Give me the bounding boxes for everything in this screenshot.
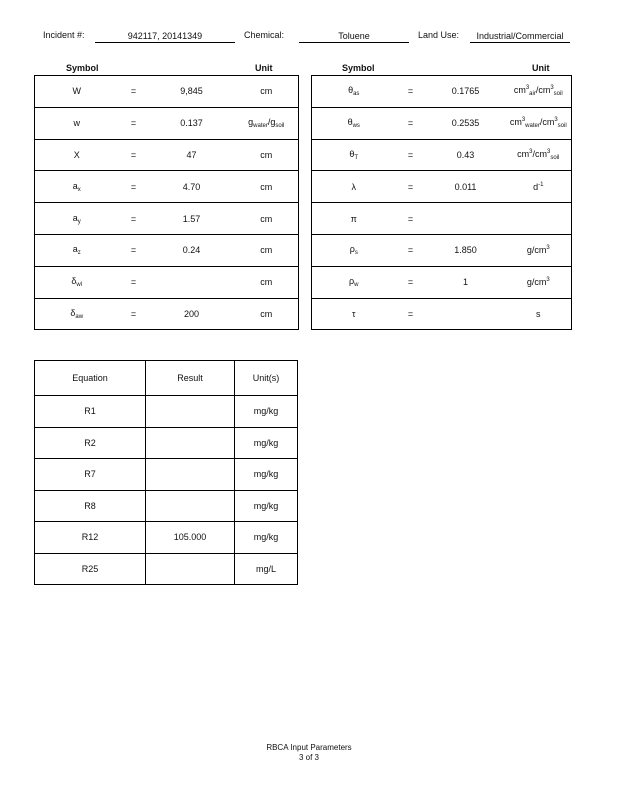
incident-label: Incident #: bbox=[43, 30, 85, 40]
table-row bbox=[312, 203, 572, 235]
param-value: 1.850 bbox=[426, 234, 506, 266]
param-unit: s bbox=[506, 298, 572, 330]
result-header: Result bbox=[146, 361, 235, 396]
param-unit: $cm^3_{water}/cm^3_{soil}$ bbox=[506, 107, 572, 139]
param-value: 0.2535 bbox=[426, 107, 506, 139]
left-symbol-header: Symbol bbox=[66, 63, 99, 73]
param-value: 0.1765 bbox=[426, 76, 506, 108]
equals-sign: = bbox=[119, 76, 149, 108]
param-unit: cm bbox=[235, 76, 299, 108]
equation-header: Equation bbox=[35, 361, 146, 396]
result-cell bbox=[146, 427, 235, 459]
footer-page-number: 3 of 3 bbox=[298, 753, 319, 762]
param-value: 200 bbox=[149, 298, 235, 330]
unit-cell: mg/kg bbox=[235, 396, 298, 428]
table-row bbox=[312, 139, 572, 171]
param-symbol: $\delta_{aw}$ bbox=[35, 298, 119, 330]
unit-cell: mg/kg bbox=[235, 427, 298, 459]
equals-sign: = bbox=[119, 203, 149, 235]
param-symbol: w bbox=[35, 107, 119, 139]
param-symbol: $a_z$ bbox=[35, 234, 119, 266]
param-unit: $g/cm^3$ bbox=[506, 234, 572, 266]
param-symbol: $\theta_T$ bbox=[312, 139, 396, 171]
table-row bbox=[35, 203, 299, 235]
table-row bbox=[35, 171, 299, 203]
param-symbol: $\theta_{ws}$ bbox=[312, 107, 396, 139]
equation-cell: R25 bbox=[35, 553, 146, 585]
param-symbol: X bbox=[35, 139, 119, 171]
footer-title: RBCA Input Parameters bbox=[266, 743, 352, 752]
equation-cell: R2 bbox=[35, 427, 146, 459]
result-cell bbox=[146, 490, 235, 522]
param-value: 1.57 bbox=[149, 203, 235, 235]
table-row bbox=[312, 171, 572, 203]
right-symbol-header: Symbol bbox=[342, 63, 375, 73]
result-cell bbox=[146, 396, 235, 428]
results-header-row bbox=[35, 361, 298, 396]
param-value bbox=[426, 203, 506, 235]
table-row bbox=[35, 490, 298, 522]
equation-cell: R12 bbox=[35, 522, 146, 554]
equals-sign: = bbox=[396, 266, 426, 298]
right-unit-header: Unit bbox=[532, 63, 550, 73]
equals-sign: = bbox=[396, 203, 426, 235]
equals-sign: = bbox=[396, 171, 426, 203]
table-row bbox=[35, 139, 299, 171]
param-value: 47 bbox=[149, 139, 235, 171]
equals-sign: = bbox=[396, 107, 426, 139]
param-value: 4.70 bbox=[149, 171, 235, 203]
table-row bbox=[35, 107, 299, 139]
equals-sign: = bbox=[119, 139, 149, 171]
param-symbol: W bbox=[35, 76, 119, 108]
table-row bbox=[35, 459, 298, 491]
param-value: 9,845 bbox=[149, 76, 235, 108]
table-row bbox=[35, 234, 299, 266]
unit-cell: mg/kg bbox=[235, 522, 298, 554]
equation-cell: R1 bbox=[35, 396, 146, 428]
param-symbol: $\delta_{wl}$ bbox=[35, 266, 119, 298]
unit-cell: mg/kg bbox=[235, 459, 298, 491]
result-cell: 105.000 bbox=[146, 522, 235, 554]
param-unit: $g/cm^3$ bbox=[506, 266, 572, 298]
left-parameter-table bbox=[34, 75, 299, 330]
table-row bbox=[312, 266, 572, 298]
equals-sign: = bbox=[119, 107, 149, 139]
param-symbol: $\rho_w$ bbox=[312, 266, 396, 298]
equals-sign: = bbox=[396, 76, 426, 108]
result-cell bbox=[146, 553, 235, 585]
equation-cell: R8 bbox=[35, 490, 146, 522]
landuse-label: Land Use: bbox=[418, 30, 460, 40]
param-value: 0.43 bbox=[426, 139, 506, 171]
table-row bbox=[35, 522, 298, 554]
equals-sign: = bbox=[396, 139, 426, 171]
param-unit: cm bbox=[235, 203, 299, 235]
param-symbol: τ bbox=[312, 298, 396, 330]
param-value: 1 bbox=[426, 266, 506, 298]
equals-sign: = bbox=[396, 234, 426, 266]
table-row bbox=[35, 427, 298, 459]
param-unit: $cm^3_{air}/cm^3_{soil}$ bbox=[506, 76, 572, 108]
table-row bbox=[35, 396, 298, 428]
right-parameter-table bbox=[311, 75, 572, 330]
table-row bbox=[35, 298, 299, 330]
equals-sign: = bbox=[119, 234, 149, 266]
param-symbol: $\rho_s$ bbox=[312, 234, 396, 266]
param-unit: cm bbox=[235, 298, 299, 330]
param-symbol: π bbox=[312, 203, 396, 235]
param-unit: $cm^3/cm^3_{soil}$ bbox=[506, 139, 572, 171]
header-bar bbox=[0, 30, 618, 44]
param-symbol: λ bbox=[312, 171, 396, 203]
chemical-label: Chemical: bbox=[244, 30, 285, 40]
table-row bbox=[35, 266, 299, 298]
param-symbol: $\theta_{as}$ bbox=[312, 76, 396, 108]
equation-cell: R7 bbox=[35, 459, 146, 491]
units-header: Unit(s) bbox=[235, 361, 298, 396]
equals-sign: = bbox=[119, 298, 149, 330]
chemical-value: Toluene bbox=[299, 30, 409, 43]
table-row bbox=[312, 298, 572, 330]
param-unit: cm bbox=[235, 139, 299, 171]
param-unit: cm bbox=[235, 234, 299, 266]
param-unit: cm bbox=[235, 266, 299, 298]
param-symbol: $a_x$ bbox=[35, 171, 119, 203]
param-unit bbox=[506, 203, 572, 235]
param-unit: $g_{water}/g_{soil}$ bbox=[235, 107, 299, 139]
equals-sign: = bbox=[396, 298, 426, 330]
result-cell bbox=[146, 459, 235, 491]
param-value: 0.137 bbox=[149, 107, 235, 139]
incident-value: 942117, 20141349 bbox=[95, 30, 235, 43]
param-value bbox=[149, 266, 235, 298]
left-unit-header: Unit bbox=[255, 63, 273, 73]
param-unit: $d^{-1}$ bbox=[506, 171, 572, 203]
unit-cell: mg/L bbox=[235, 553, 298, 585]
param-unit: cm bbox=[235, 171, 299, 203]
results-table bbox=[34, 360, 298, 585]
param-value bbox=[426, 298, 506, 330]
table-row bbox=[312, 234, 572, 266]
param-value: 0.24 bbox=[149, 234, 235, 266]
table-row bbox=[312, 76, 572, 108]
unit-cell: mg/kg bbox=[235, 490, 298, 522]
table-row bbox=[312, 107, 572, 139]
equals-sign: = bbox=[119, 266, 149, 298]
table-row bbox=[35, 553, 298, 585]
param-value: 0.011 bbox=[426, 171, 506, 203]
landuse-value: Industrial/Commercial bbox=[470, 30, 570, 43]
table-row bbox=[35, 76, 299, 108]
equals-sign: = bbox=[119, 171, 149, 203]
param-symbol: $a_y$ bbox=[35, 203, 119, 235]
